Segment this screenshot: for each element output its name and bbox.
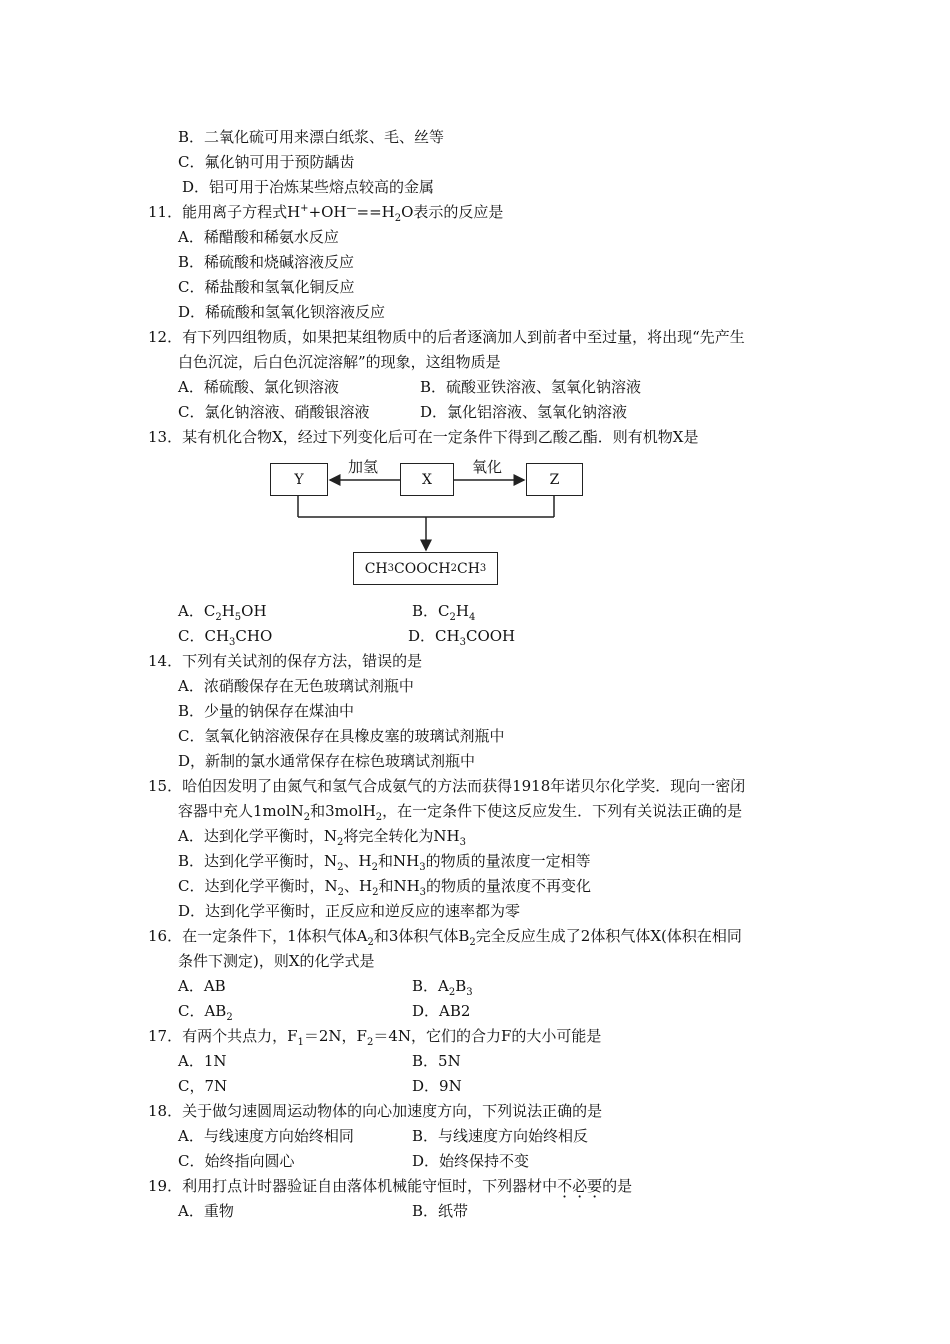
q14-option-d: D，新制的氯水通常保存在棕色玻璃试剂瓶中: [178, 752, 476, 770]
q15-option-c: C．达到化学平衡时，$N_2$、$H_2$和$NH_3$的物质的量浓度不再变化: [178, 877, 592, 898]
q13-option-d: D．$CH_3COOH$: [408, 627, 516, 648]
q14-option-c: C．氢氧化钠溶液保存在具橡皮塞的玻璃试剂瓶中: [178, 727, 505, 745]
q11-option-c: C．稀盐酸和氢氧化铜反应: [178, 278, 355, 296]
q15-stem-line1: 15．哈伯因发明了由氮气和氢气合成氨气的方法而获得1918年诺贝尔化学奖．现向一密闭: [148, 777, 746, 795]
q16-option-d: D．AB2: [412, 1002, 471, 1020]
q11-option-d: D．稀硫酸和氢氧化钡溶液反应: [178, 303, 386, 321]
q16-stem-line1: 16．在一定条件下，1体积气体$A_2$和3体积气体$B_2$完全反应生成了2体积气体X(体积在相同: [148, 927, 742, 948]
diagram-box-product: CH 3 COOCH 2 CH 3: [353, 552, 498, 585]
q11-option-b: B．稀硫酸和烧碱溶液反应: [178, 253, 355, 271]
q12-option-a: A．稀硫酸、氯化钡溶液: [178, 378, 339, 396]
diagram-box-y: Y: [270, 463, 328, 496]
q10-option-d: D．铝可用于冶炼某些熔点较高的金属: [182, 178, 435, 196]
q18-option-b: B．与线速度方向始终相反: [412, 1127, 589, 1145]
emphasis-char: 必: [572, 1177, 588, 1195]
q16-option-c: C．$AB_2$: [178, 1002, 233, 1023]
q11-stem: 11．能用离子方程式$H^++OH^—==H_2O$表示的反应是: [148, 203, 504, 224]
q17-option-a: A．1N: [178, 1052, 227, 1070]
q12-option-d: D．氯化铝溶液、氢氧化钠溶液: [420, 403, 628, 421]
q15-option-a: A．达到化学平衡时，$N_2$将完全转化为$NH_3$: [178, 827, 466, 848]
q15-option-d: D．达到化学平衡时，正反应和逆反应的速率都为零: [178, 902, 521, 920]
q18-stem: 18．关于做匀速圆周运动物体的向心加速度方向，下列说法正确的是: [148, 1102, 603, 1120]
q13-stem: 13．某有机化合物X，经过下列变化后可在一定条件下得到乙酸乙酯．则有机物X是: [148, 428, 699, 446]
diagram-label-hydrogenation: 加氢: [348, 458, 379, 476]
q14-stem: 14．下列有关试剂的保存方法，错误的是: [148, 652, 423, 670]
q19-option-b: B．纸带: [412, 1202, 469, 1220]
q18-option-a: A．与线速度方向始终相同: [178, 1127, 354, 1145]
diagram-label-oxidation: 氧化: [472, 458, 503, 476]
emphasis-char: 要: [587, 1177, 603, 1195]
q19-stem: 19．利用打点计时器验证自由落体机械能守恒时，下列器材中不必要的是: [148, 1177, 633, 1195]
q14-option-b: B．少量的钠保存在煤油中: [178, 702, 355, 720]
q13-option-a: A．$C_2H_5OH$: [178, 602, 267, 623]
q13-option-b: B．$C_2H_4$: [412, 602, 476, 623]
diagram-box-x: X: [400, 463, 454, 496]
q15-stem-line2: 容器中充人1molN$_2$和3molH$_2$，在一定条件下使这反应发生．下列有关说法正确的是: [178, 802, 743, 823]
q18-option-c: C．始终指向圆心: [178, 1152, 295, 1170]
diagram-box-z: Z: [526, 463, 583, 496]
q12-stem-line2: 白色沉淀，后白色沉淀溶解”的现象，这组物质是: [178, 353, 501, 371]
q17-option-d: D．9N: [412, 1077, 462, 1095]
q12-option-c: C．氯化钠溶液、硝酸银溶液: [178, 403, 370, 421]
q12-stem-line1: 12．有下列四组物质，如果把某组物质中的后者逐滴加人到前者中至过量，将出现“先产生: [148, 328, 745, 346]
q19-option-a: A．重物: [178, 1202, 234, 1220]
q17-stem: 17．有两个共点力，$F_1=2N$，$F_2=4N$，它们的合力F的大小可能是: [148, 1027, 602, 1048]
q16-option-a: A．AB: [178, 977, 226, 995]
q14-option-a: A．浓硝酸保存在无色玻璃试剂瓶中: [178, 677, 414, 695]
q12-option-b: B．硫酸亚铁溶液、氢氧化钠溶液: [420, 378, 642, 396]
q17-option-c: C，7N: [178, 1077, 228, 1095]
q16-stem-line2: 条件下测定)，则X的化学式是: [178, 952, 375, 970]
q10-option-b: B．二氧化硫可用来漂白纸浆、毛、丝等: [178, 128, 445, 146]
q15-option-b: B．达到化学平衡时，$N_2$、$H_2$和$NH_3$的物质的量浓度一定相等: [178, 852, 591, 873]
q10-option-c: C．氟化钠可用于预防龋齿: [178, 153, 355, 171]
q18-option-d: D．始终保持不变: [412, 1152, 530, 1170]
q17-option-b: B．5N: [412, 1052, 461, 1070]
q16-option-b: B．$A_2B_3$: [412, 977, 473, 998]
q13-option-c: C．$CH_3CHO$: [178, 627, 273, 648]
emphasis-char: 不: [557, 1177, 573, 1195]
q11-option-a: A．稀醋酸和稀氨水反应: [178, 228, 339, 246]
